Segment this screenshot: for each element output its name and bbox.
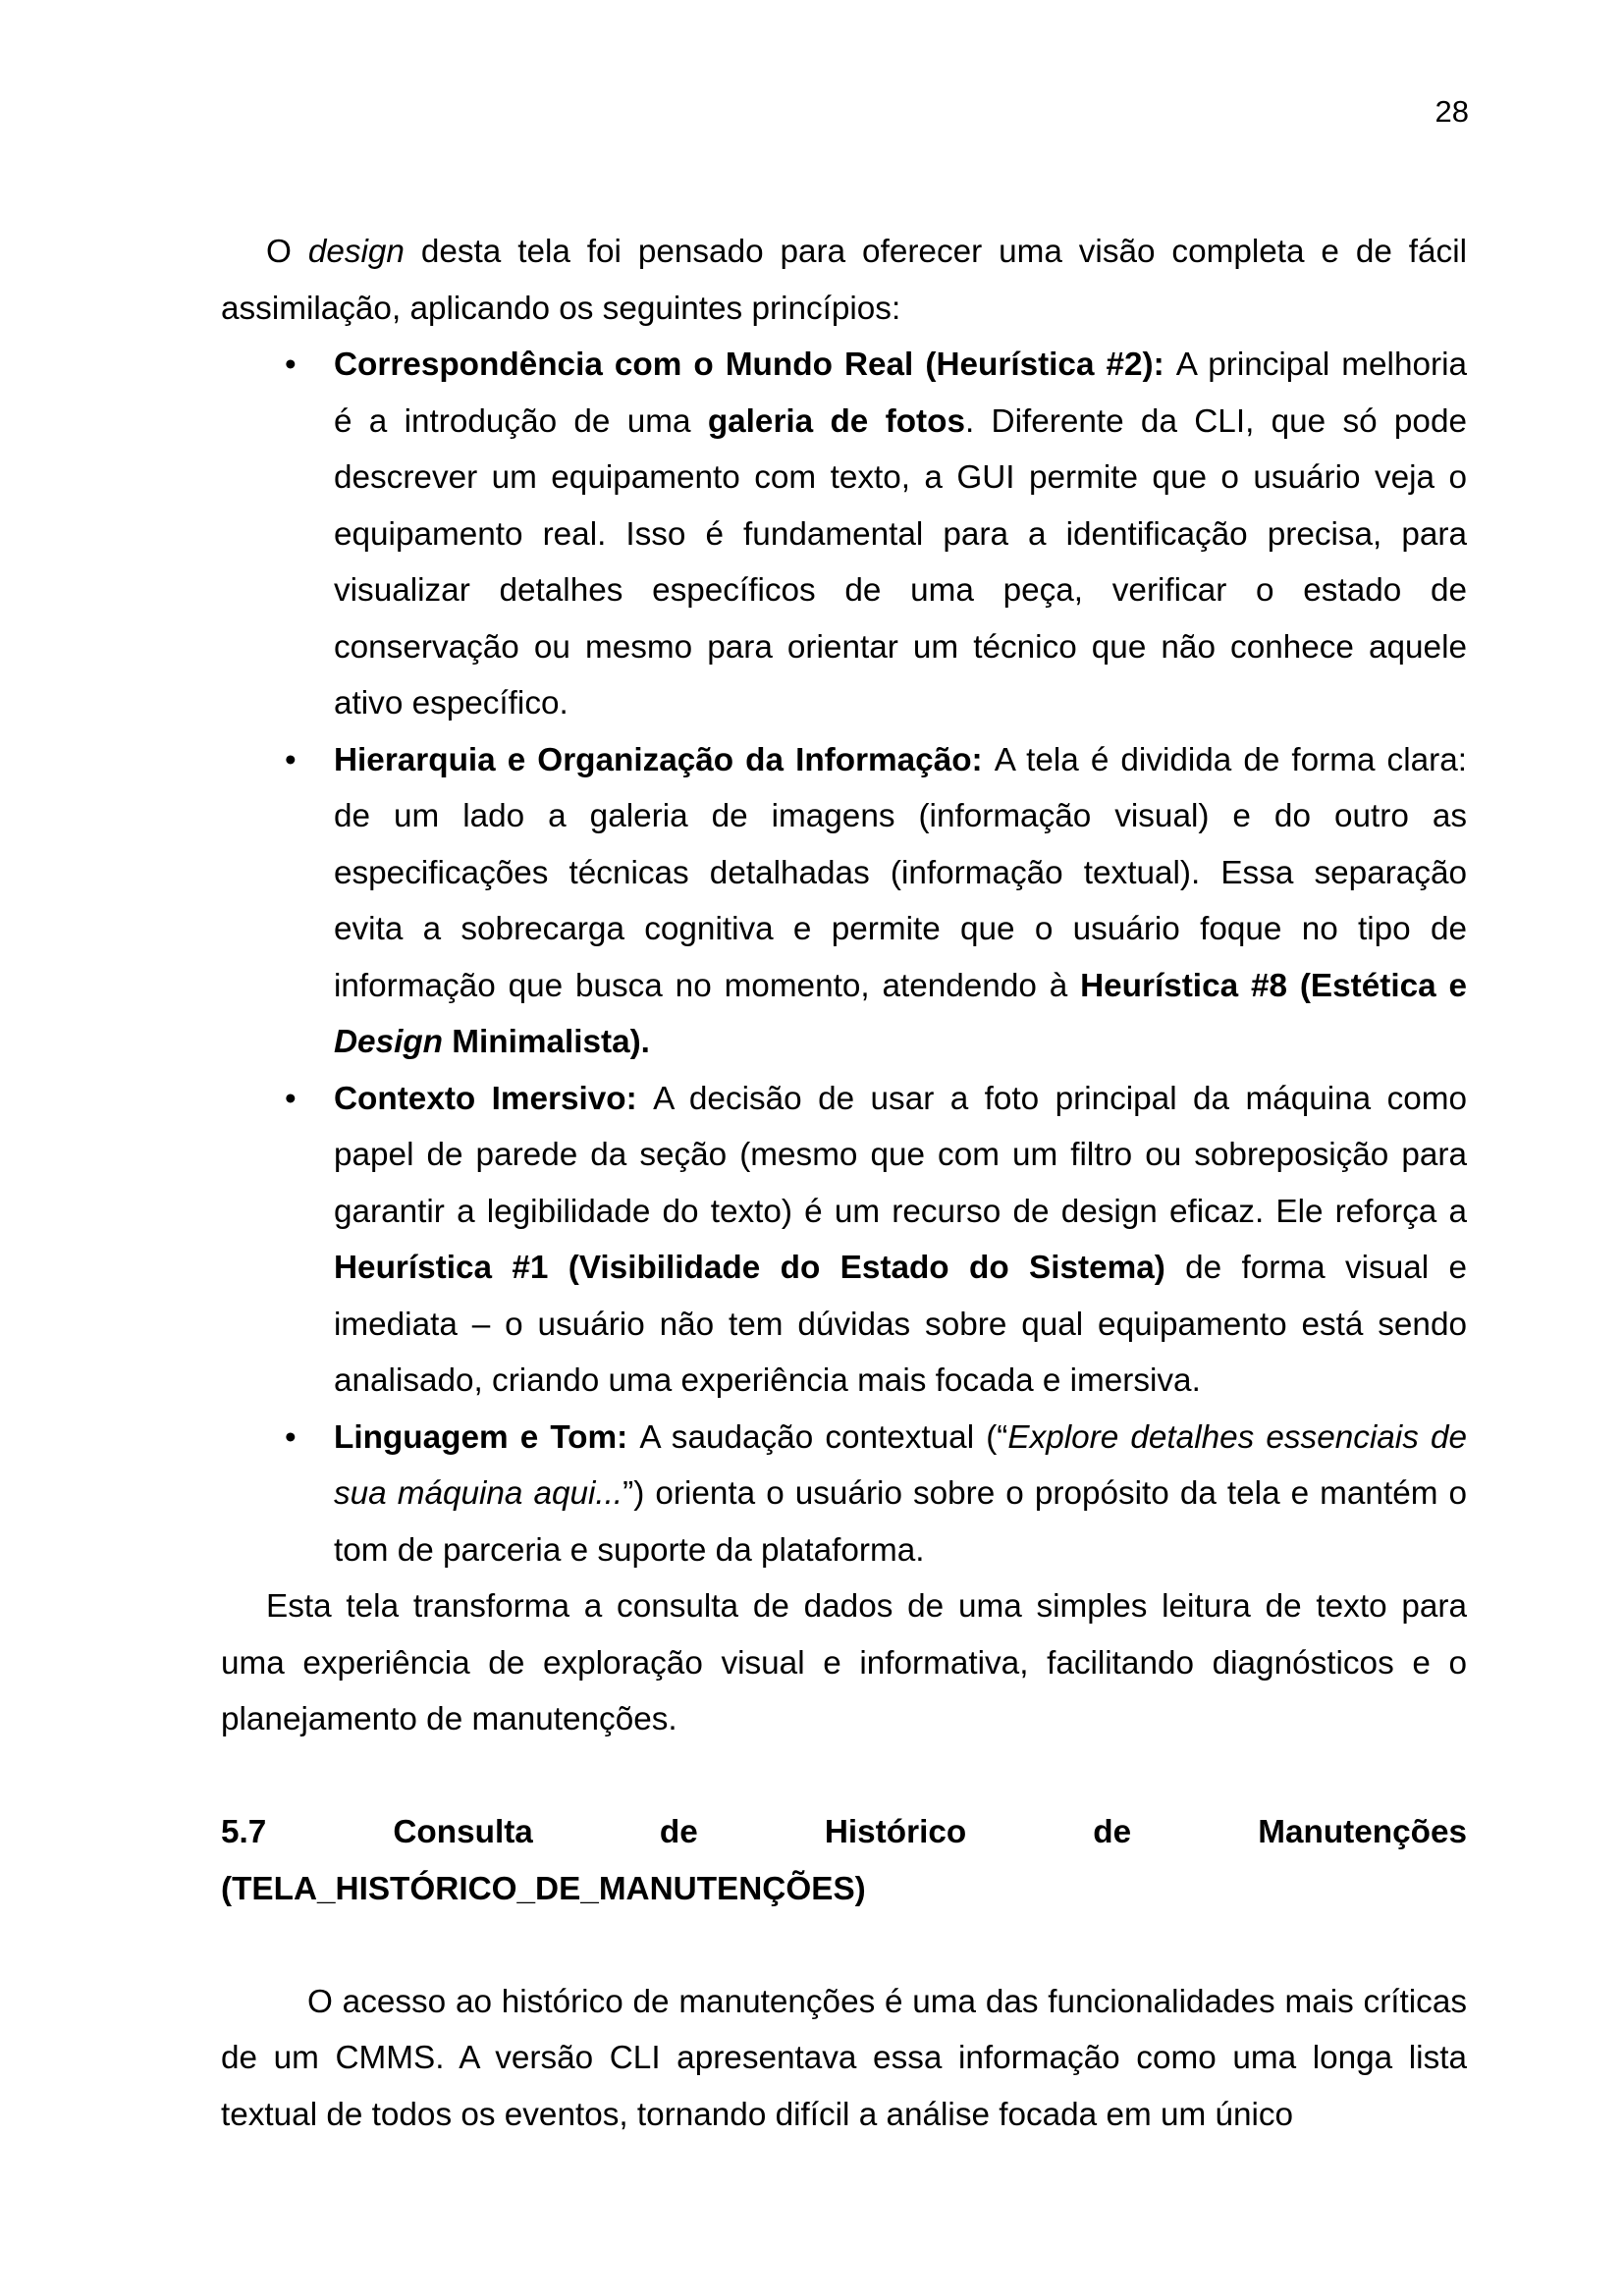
principle-item-correspondencia: • Correspondência com o Mundo Real (Heurística #2): A principal melhoria é a introdução de uma galeria de fotos. Diferente da CLI, que só pode descrever um equipamento com texto, a GUI permite que o usuário veja o equipamento real. Isso é fundamental para a identificação precisa, para visualizar detalhes específicos de uma peça, verificar o estado de conservação ou mesmo para orientar um técnico que não conhece aquele ativo específico.	[334, 337, 1467, 732]
intro-paragraph: O design desta tela foi pensado para oferecer uma visão completa e de fácil assimilação, aplicando os seguintes princípios:	[221, 234, 1467, 327]
principle-item-linguagem: • Linguagem e Tom: A saudação contextual (“Explore detalhes essenciais de sua máquina aqui...”) orienta o usuário sobre o propósito da tela e mantém o tom de parceria e suporte da plataforma.	[334, 1410, 1467, 1579]
page-number: 28	[1435, 94, 1469, 129]
closing-paragraph: Esta tela transforma a consulta de dados de uma simples leitura de texto para uma experiência de exploração visual e informativa, facilitando diagnósticos e o planejamento de manutenções.	[221, 1588, 1467, 1737]
principle-item-hierarquia: • Hierarquia e Organização da Informação: A tela é dividida de forma clara: de um lado a galeria de imagens (informação visual) e do outro as especificações técnicas detalhadas (informação textual). Essa separação evita a sobrecarga cognitiva e permite que o usuário foque no tipo de informação que busca no momento, atendendo à Heurística #8 (Estética e Design Minimalista).	[334, 732, 1467, 1071]
principles-list	[221, 337, 1467, 1578]
section-heading: 5.7 Consulta de Histórico de Manutenções (TELA_HISTÓRICO_DE_MANUTENÇÕES)	[221, 1814, 1467, 1907]
section-intro-paragraph: O acesso ao histórico de manutenções é uma das funcionalidades mais críticas de um CMMS. A versão CLI apresentava essa informação como uma longa lista textual de todos os eventos, tornando difícil a análise focada em um único	[221, 1983, 1467, 2133]
principle-item-contexto: • Contexto Imersivo: A decisão de usar a foto principal da máquina como papel de parede da seção (mesmo que com um filtro ou sobreposição para garantir a legibilidade do texto) é um recurso de design eficaz. Ele reforça a Heurística #1 (Visibilidade do Estado do Sistema) de forma visual e imediata – o usuário não tem dúvidas sobre qual equipamento está sendo analisado, criando uma experiência mais focada e imersiva.	[334, 1071, 1467, 1410]
page-content	[221, 224, 1467, 2143]
